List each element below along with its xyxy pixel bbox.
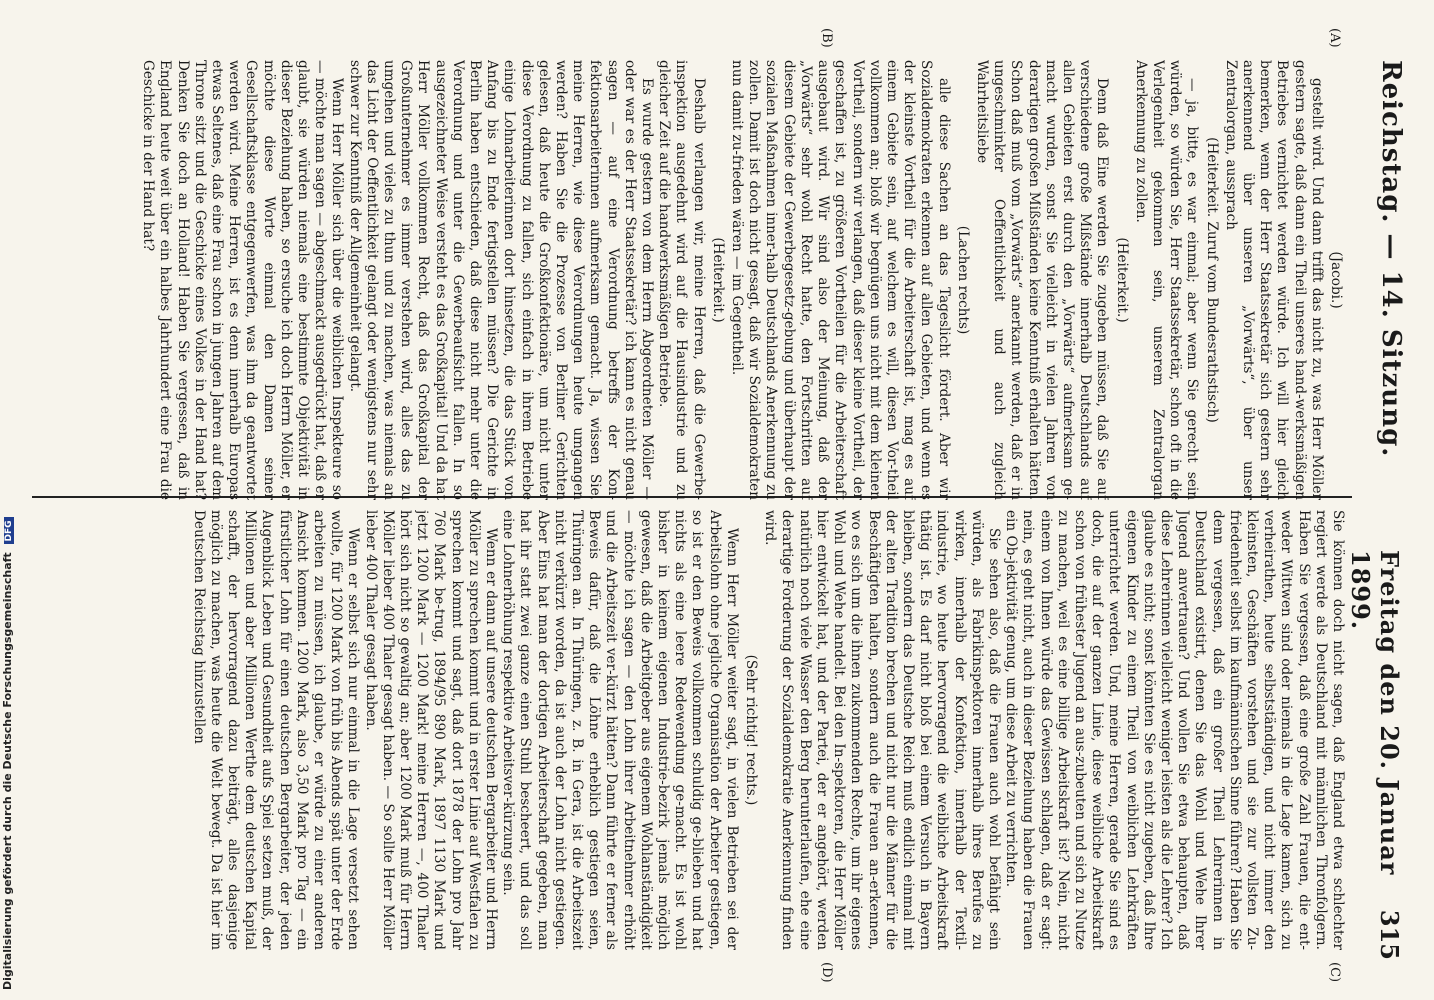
paragraph: Wenn Herr Möller sich über die weiblichen Inspekteure so — möchte man sagen — abgeschmackt ausgedrückt hat, daß er glaubt, sie würden niemals eine bestimmte Objektivität in dieser Beziehung haben, so ersuche ich doch Herrn Möller, er möchte diese Worte einmal den Damen seiner Gesellschaftsklasse entgegenwerfen, was ihm da geantwortet werden wird. Meine Herren, ist es denn innerhalb Europas etwas Seltenes, daß eine Frau schon in jungen Jahren auf dem Throne sitzt und die Geschicke eines Volkes in der Hand hat? Denken Sie doch an Holland! Haben Sie vergessen, daß in England heute weit über ein halbes Jahrhundert eine Frau die Geschicke in der Hand hat?: [140, 60, 346, 500]
paragraph: Sie können doch nicht sagen, daß England etwa schlechter regiert werde als Deutschland mit männlichen Thronfolgern. Haben Sie vergessen, daß eine große Zahl Frauen, die ent-weder Wittwen sind oder niemals in die Lage kamen, sich zu verheirathen, heute selbstständigen, und nicht immer den kleinsten, Geschäften vorstehen und sie zur vollsten Zu-friedenheit selbst im kaufmännischen Sinne führen? Haben Sie denn vergessen, daß ein großer Theil Lehrerinnen in Deutschland existirt, denen Sie das Wohl und Wehe Ihrer Jugend anvertrauen? Und wollen Sie etwa behaupten, daß diese Lehrerinnen vielleicht weniger leisten als die Lehrer? Ich glaube es nicht; sonst könnten Sie es nicht zugeben, daß Ihre eigenen Kinder zu einem Theil von weiblichen Lehrkräften unterrichtet werden. Und, meine Herren, gerade Sie sind es doch, die auf der ganzen Linie, diese weibliche Arbeitskraft schon von frühester Jugend an aus-zubeuten und sich zu Nutze zu machen, weil es eine billige Arbeitskraft ist? Nein, nicht einem von Ihnen würde das Gewissen schlagen, daß er sagt: nein, es geht nicht, auch in dieser Beziehung haben die Frauen ein Ob-jektivität genug, um diese Arbeit zu verrichten.: [1003, 510, 1346, 950]
interjection: (Heiterkeit.): [709, 237, 726, 323]
paragraph: Es wurde gestern von dem Herrn Abgeordneten Möller — oder war es der Herr Staatssekretär? ich kann es nicht genau sagen — auf eine Verordnung betreffs der Kon-fektionsarbeiterinnen aufmerksam gemacht. Ja, wissen Sie, meine Herren, wie diese Verordnungen heute umgangen werden? Haben Sie die Prozesse von Berliner Gerichten gelesen, daß heute die Großkonfektionäre, um nicht unter diese Verordnung zu fallen, sich einfach in ihrem Betriebe einige Lohnarbeiterinnen dort hinsetzen, die das Stück von Anfang bis zu Ende fertigstellen müssen? Die Gerichte in Berlin haben entschieden, daß diese nicht mehr unter die Verordnung und unter die Gewerbeaufsicht fallen. In so ausgezeichneter Weise versteht es das Großkapital! Und da hat Herr Möller vollkommen Recht, daß das Großkapital der Großunternehmer es immer verstehen wird, alles das zu umgehen und vieles zu thun und zu machen, was niemals an das Licht der Oeffentlichkeit gelangt oder wenigstens nur sehr schwer zur Kenntniß der Allgemeinheit gelangt.: [346, 60, 656, 500]
digitization-credit: [1, 517, 14, 990]
interjection: (Heiterkeit. Zuruf vom Bundesrathstisch): [1203, 137, 1220, 423]
speaker-name: (Jacobi.): [1328, 251, 1344, 309]
paragraph: Deshalb verlangen wir, meine Herren, daß die Gewerbe-inspektion ausgedehnt wird auf die Hausindustrie und zu gleicher Zeit auf die handwerksmäßigen Betriebe.: [656, 60, 707, 500]
dfg-logo: DFG: [4, 517, 14, 544]
page-header: [1346, 60, 1406, 960]
right-column: [36, 510, 1346, 950]
paragraph: Denn daß Eine werden Sie zugeben müssen, daß Sie auf verschiedene große Mißstände innerhalb Deutschlands auf allen Gebieten erst durch den „Vorwärts“ aufmerksam ge-macht wurden, sonst Sie vielleicht in vielen Jahren von derartigen großen Mißständen keine Kenntniß erhalten hätten. Schon daß muß vom „Vorwärts“ anerkannt werden, daß er in ungeschminkter Oeffentlichkeit und auch zugleich Wahrheitsliebe: [973, 60, 1111, 500]
paragraph: — ja, bitte, es war einmal; aber wenn Sie gerecht sein würden, so würden Sie, Herr Staatssekretär, schon oft in die Verlegenheit gekommen sein, unserem Zentralorgan Anerkennung zu zollen.: [1132, 60, 1201, 500]
paragraph: Wenn er selbst sich nur einmal in die Lage versetzt sehen wollte, für 1200 Mark von früh bis Abends spät unter der Erde arbeiten zu müssen, ich glaube, er würde zu einer anderen Ansicht kommen. 1200 Mark, also 3,50 Mark pro Tag — ein fürstlicher Lohn für einen deutschen Bergarbeiter, der jeden Augenblick Leben und Gesundheit aufs Spiel setzen muß, der Millionen und aber Millionen Werthe dem deutschen Kapital schafft, der hervorragend dazu beiträgt, alles dasjenige möglich zu machen, was heute die Welt bewegt. Da ist hier im Deutschen Reichstag hinzustellen: [190, 510, 362, 950]
interjection: (Sehr richtig! rechts.): [743, 654, 760, 806]
interjection: (Lachen rechts): [954, 225, 971, 335]
margin-mark-a: (A): [1327, 28, 1342, 48]
header-right-title: Freitag den 20. Januar 1899.: [1346, 550, 1404, 876]
margin-mark-d: (D): [819, 962, 834, 983]
left-column: [36, 60, 1346, 500]
interjection: (Heiterkeit.): [1113, 237, 1130, 323]
paragraph: Wenn er dann auf unsere deutschen Bergarbeiter und Herrn Möller zu sprechen kommt und in erster Linie auf Westfalen zu sprechen kommt und sagt, daß dort 1878 der Lohn pro Jahr 760 Mark be-trug, 1894/95 890 Mark, 1897 1130 Mark und jetzt 1200 Mark — 1200 Mark! meine Herren —, 400 Thaler hört sich nicht so gewaltig an; aber 1200 Mark muß für Herrn Möller lieber 400 Thaler gesagt haben. — So sollte Herr Möller lieber 400 Thaler gesagt haben.: [362, 510, 500, 950]
paragraph: gestellt wird. Und dann trifft das nicht zu, was Herr Möller gestern sagte, daß dann ein Theil unseres hand-werksmäßigen Betriebes vernichtet werden würde. Ich will hier gleich bemerken, wenn der Herr Staatssekretär sich gestern sehr anerkennend über unseren „Vorwärts“, über unser Zentralorgan, aussprach: [1222, 60, 1325, 500]
margin-mark-c: (C): [1327, 962, 1342, 983]
margin-mark-b: (B): [819, 28, 834, 48]
credit-text: Digitalisierung gefördert durch die Deutsche Forschungsgemeinschaft: [1, 552, 14, 990]
page-number: 315: [1375, 909, 1404, 960]
paragraph: alle diese Sachen an das Tageslicht fördert. Aber wir Sozialdemokraten erkennen auf allen Gebieten, und wenn es der kleinste Vortheil für die Arbeiterschaft ist, mag es auf einem Gebiete sein, auf welchem es will, diesen Vor-theil vollkommen an; bloß wir begnügen uns nicht mit dem kleinen Vortheil, sondern wir verlangen, daß dieser kleine Vortheil, der geschaffen ist, zu größeren Vortheilen für die Arbeiterschaft ausgebaut wird. Wir sind also der Meinung, daß der „Vorwärts“ sehr wohl Recht hatte, den Fortschritten auf diesem Gebiete der Gewerbegesetz-gebung und überhaupt der sozialen Maßnahmen inner-halb Deutschlands Anerkennung zu zollen. Damit ist doch nicht gesagt, daß wir Sozialdemokraten nun damit zu-frieden wären — im Gegentheil.: [729, 60, 952, 500]
paragraph: Sie sehen also, daß die Frauen auch wohl befähigt sein würden, als Fabrikinspektoren innerhalb ihres Berufes zu wirken, innerhalb der Konfektion, innerhalb der Textil-industrie, wo heute hervorragend die weibliche Arbeitskraft thätig ist. Es darf nicht bloß bei einem Versuch in Bayern bleiben, sondern das Deutsche Reich muß endlich einmal mit der alten Tradition brechen und nicht nur die Männer für die Beschäftigten halten, sondern auch die Frauen an-erkennen, wo es sich um die ihnen zukommenden Rechte, um ihr eigenes Wohl und Wehe handelt. Bei den In-spektoren, die Herr Möller hier entwickelt hat, und der Partei, der er angehört, werden natürlich noch viele Wasser den Berg herunterlaufen, ehe eine derartige Forderung der Sozialdemokratie Anerkennung finden wird.: [762, 510, 1002, 950]
header-left-title: Reichstag. — 14. Sitzung.: [1376, 60, 1406, 458]
paragraph: Wenn Herr Möller weiter sagt, in vielen Betrieben sei der Arbeitslohn ohne jegliche Organisation der Arbeiter gestiegen, so ist er den Beweis vollkommen schuldig ge-blieben und hat nichts als eine leere Redewendung ge-macht. Es ist wohl bisher in keinem eigenen Industrie-bezirk jemals möglich gewesen, daß die Arbeitgeber aus eigenem Wohlanständigkeit — möchte ich sagen — den Lohn ihrer Arbeitnehmer erhöht und die Arbeitszeit ver-kürzt hätten? Dann führte er ferner als Beweis dafür, daß die Löhne erheblich gestiegen seien, Thüringen an. In Thüringen, z. B. in Gera, ist die Arbeitszeit nicht verkürzt worden, da ist auch der Lohn nicht gestiegen. Aber Eins hat man der dortigen Arbeiterschaft gegeben, man hat ihr statt zwei ganze einen Stuhl bescheert, und das soll eine Lohnerhöhung respektive Arbeitsver-kürzung sein.: [500, 510, 740, 950]
